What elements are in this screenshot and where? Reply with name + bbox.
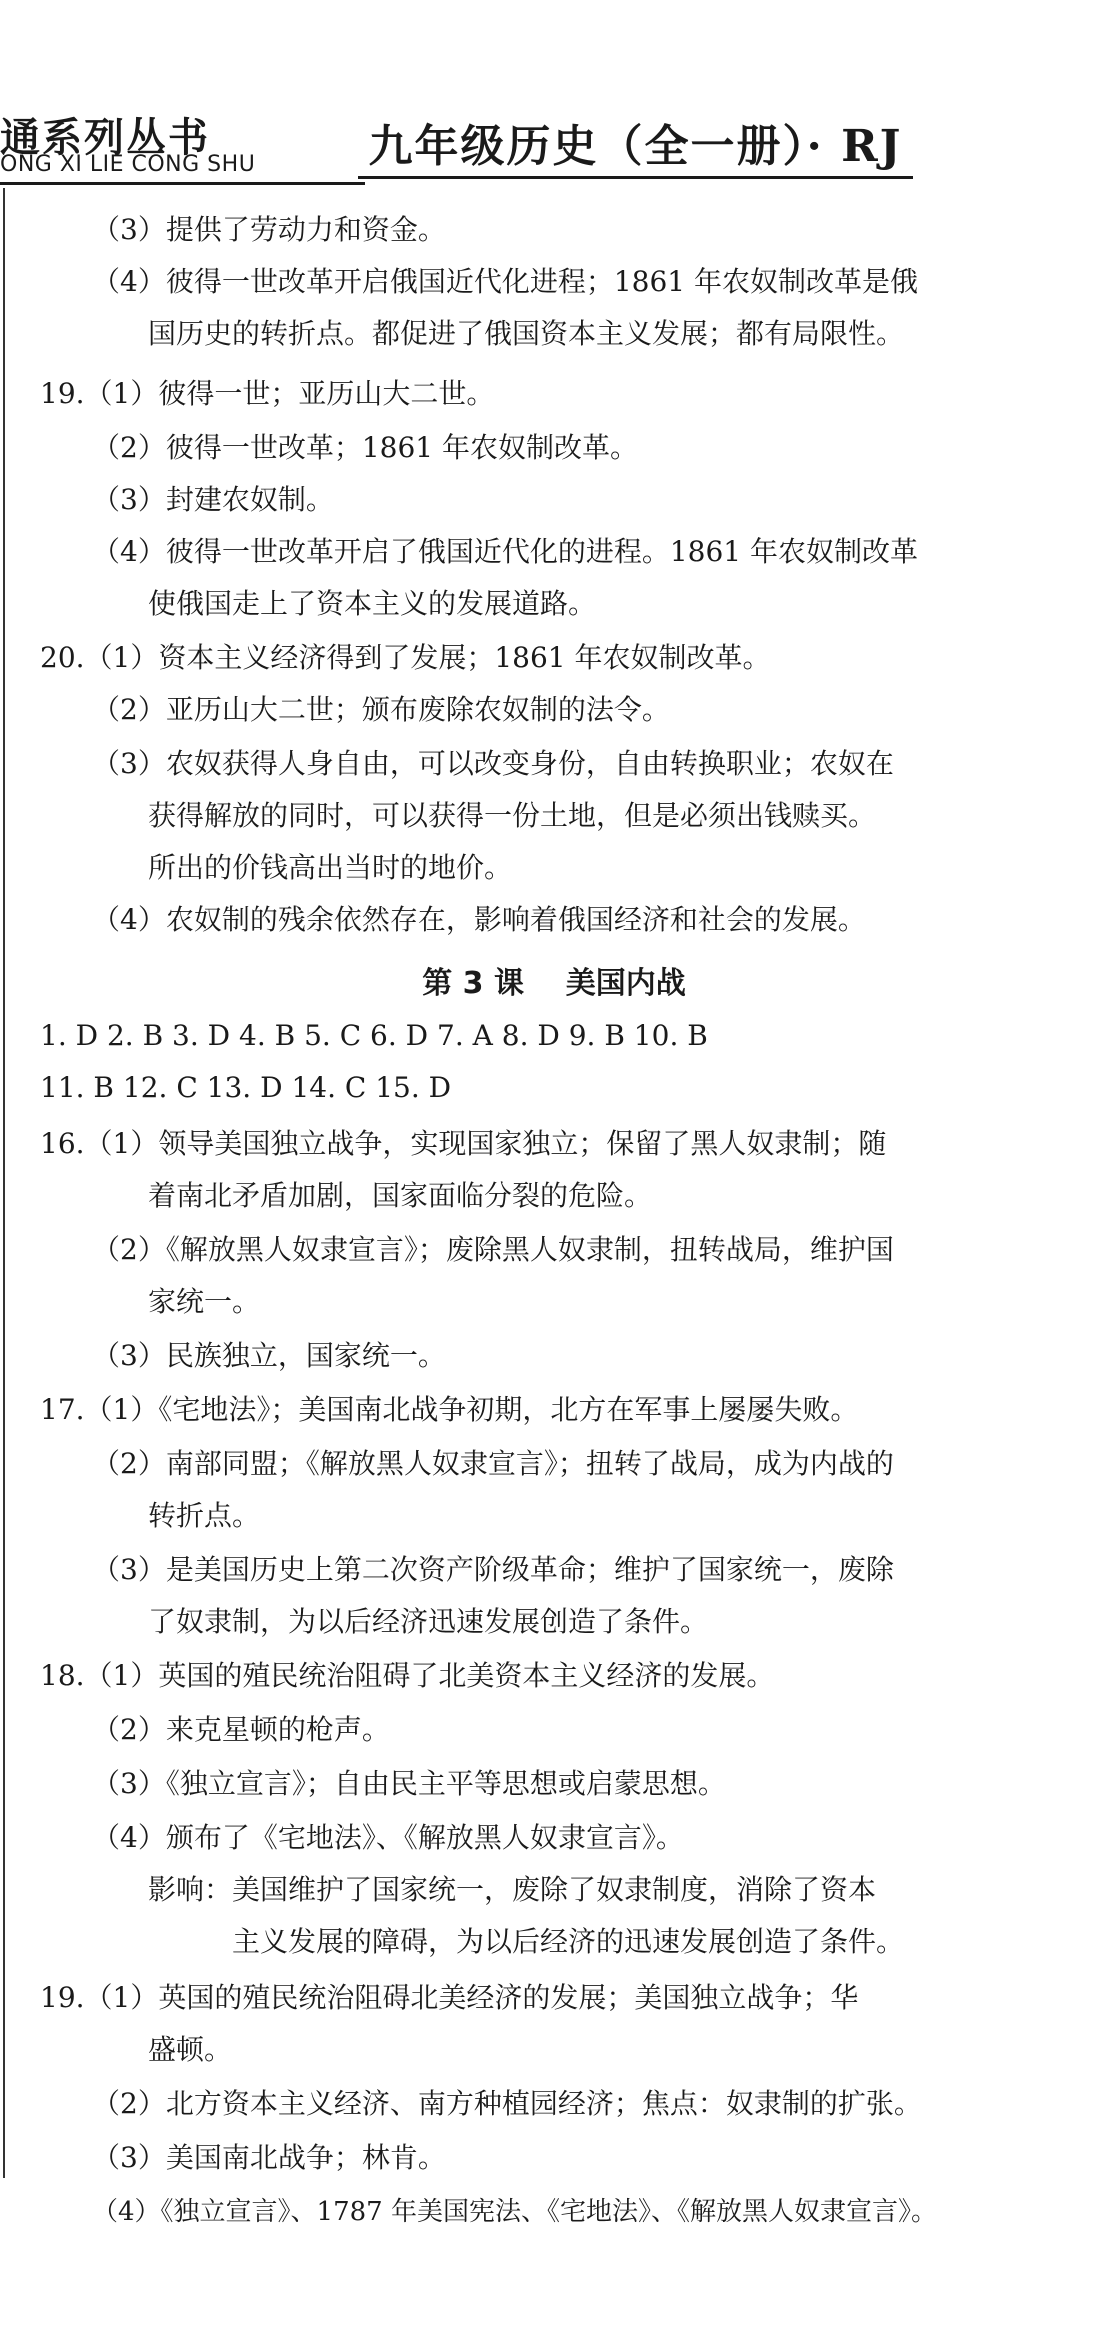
answer-line: （3）农奴获得人身自由，可以改变身份，自由转换职业；农奴在: [92, 747, 894, 780]
answer-line: 19.（1）英国的殖民统治阻碍北美经济的发展；美国独立战争；华: [40, 1981, 859, 2014]
answer-line: （4）彼得一世改革开启了俄国近代化的进程。1861 年农奴制改革: [92, 535, 918, 568]
answer-line: 了奴隶制，为以后经济迅速发展创造了条件。: [148, 1605, 709, 1638]
answer-line: （2）亚历山大二世；颁布废除农奴制的法令。: [92, 693, 670, 726]
series-pinyin: ONG XI LIE CONG SHU: [0, 152, 256, 177]
answer-line: （2）来克星顿的枪声。: [92, 1713, 390, 1746]
answer-line: 19.（1）彼得一世；亚历山大二世。: [40, 377, 495, 410]
lesson-title: 第 3 课 美国内战: [422, 966, 686, 1001]
answer-line: 1. D 2. B 3. D 4. B 5. C 6. D 7. A 8. D 9. B 10. B: [40, 1019, 708, 1052]
answer-line: 主义发展的障碍，为以后经济的迅速发展创造了条件。: [232, 1925, 905, 1958]
book-title-underline: [358, 176, 913, 179]
answer-line: 影响：美国维护了国家统一，废除了奴隶制度，消除了资本: [148, 1873, 877, 1906]
answer-line: 转折点。: [148, 1499, 261, 1532]
answer-line: （2）南部同盟；《解放黑人奴隶宣言》；扭转了战局，成为内战的: [92, 1447, 894, 1480]
answer-line: （3）提供了劳动力和资金。: [92, 213, 446, 246]
answer-line: 使俄国走上了资本主义的发展道路。: [148, 587, 597, 620]
answer-line: （4）颁布了《宅地法》、《解放黑人奴隶宣言》。: [92, 1821, 684, 1854]
answer-line: 着南北矛盾加剧，国家面临分裂的危险。: [148, 1179, 653, 1212]
answer-line: （3）封建农奴制。: [92, 483, 334, 516]
series-title: 通系列丛书: [0, 115, 210, 161]
answer-line: 所出的价钱高出当时的地价。: [148, 851, 513, 884]
book-title: 九年级历史（全一册）· RJ: [368, 121, 903, 172]
left-margin-rule: [3, 188, 5, 2178]
answer-line: 18.（1）英国的殖民统治阻碍了北美资本主义经济的发展。: [40, 1659, 775, 1692]
page-header: [0, 0, 1108, 185]
answer-line: 获得解放的同时，可以获得一份土地，但是必须出钱赎买。: [148, 799, 877, 832]
answer-line: 国历史的转折点。都促进了俄国资本主义发展；都有局限性。: [148, 317, 905, 350]
answer-line: （2）《解放黑人奴隶宣言》；废除黑人奴隶制，扭转战局，维护国: [92, 1233, 894, 1266]
answer-line: 17.（1）《宅地法》；美国南北战争初期，北方在军事上屡屡失败。: [40, 1393, 859, 1426]
answer-line: （3）《独立宣言》；自由民主平等思想或启蒙思想。: [92, 1767, 726, 1800]
answer-line: 16.（1）领导美国独立战争，实现国家独立；保留了黑人奴隶制；随: [40, 1127, 887, 1160]
answer-line: 家统一。: [148, 1285, 261, 1318]
answer-line: （2）彼得一世改革；1861 年农奴制改革。: [92, 431, 638, 464]
answer-line: （2）北方资本主义经济、南方种植园经济；焦点：奴隶制的扩张。: [92, 2087, 922, 2120]
answer-line: （3）美国南北战争；林肯。: [92, 2141, 446, 2174]
answer-line: 11. B 12. C 13. D 14. C 15. D: [40, 1071, 452, 1104]
answer-line: 20.（1）资本主义经济得到了发展；1861 年农奴制改革。: [40, 641, 771, 674]
answer-line: 盛顿。: [148, 2033, 233, 2066]
header-rule: [0, 182, 365, 185]
answer-line: （4）彼得一世改革开启俄国近代化进程；1861 年农奴制改革是俄: [92, 265, 918, 298]
answer-line: （3）是美国历史上第二次资产阶级革命；维护了国家统一，废除: [92, 1553, 894, 1586]
answer-line: （4）《独立宣言》、1787 年美国宪法、《宅地法》、《解放黑人奴隶宣言》。: [92, 2197, 937, 2227]
answer-line: （3）民族独立，国家统一。: [92, 1339, 446, 1372]
answer-line: （4）农奴制的残余依然存在，影响着俄国经济和社会的发展。: [92, 903, 866, 936]
